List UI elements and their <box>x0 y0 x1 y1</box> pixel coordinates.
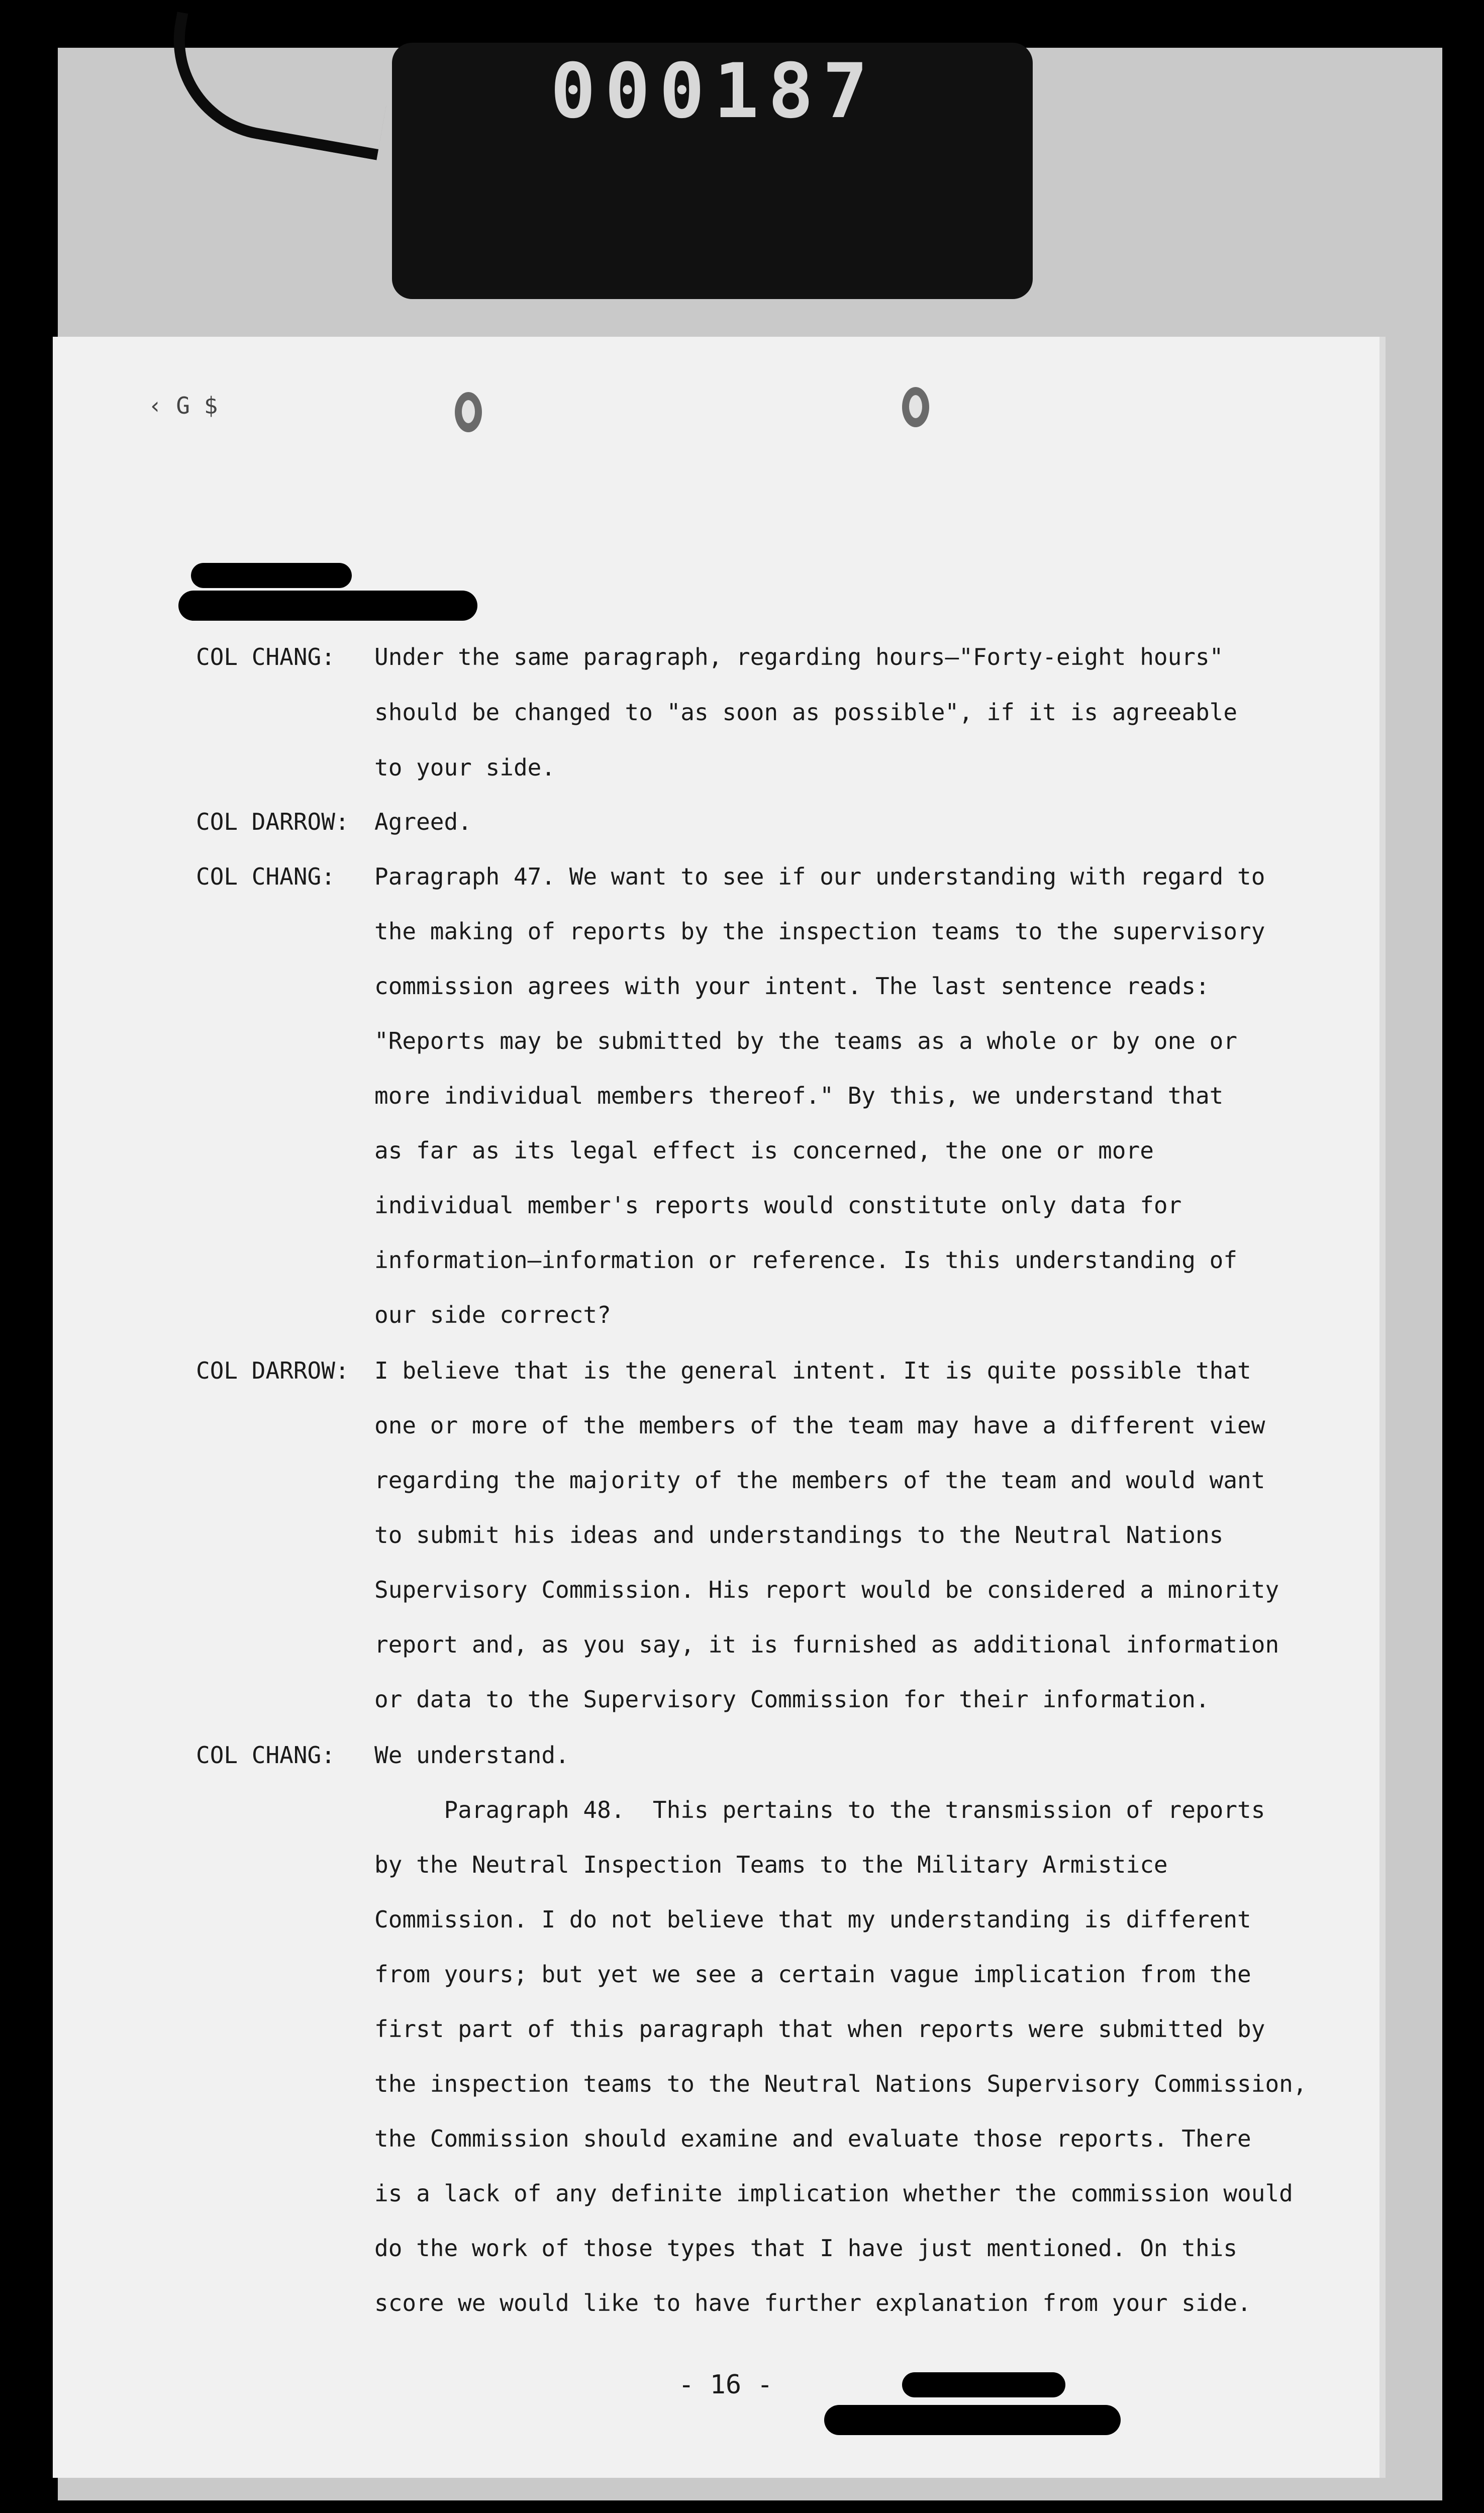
text-line: I believe that is the general intent. It is quite possible that <box>374 1357 1251 1384</box>
punch-hole-right <box>902 387 929 427</box>
text-line: do the work of those types that I have just mentioned. On this <box>374 2235 1238 2262</box>
punch-hole-left <box>455 392 482 432</box>
text-line: first part of this paragraph that when reports were submitted by <box>374 2015 1265 2043</box>
text-line: our side correct? <box>374 1301 611 1328</box>
redaction-bar <box>824 2405 1121 2435</box>
page-number: - 16 - <box>678 2370 773 2400</box>
text-line: the Commission should examine and evaluate those reports. There <box>374 2125 1251 2152</box>
text-line: should be changed to "as soon as possible", if it is agreeable <box>374 699 1238 726</box>
text-line: more individual members thereof." By this, we understand that <box>374 1082 1224 1109</box>
text-line: Under the same paragraph, regarding hours—"Forty-eight hours" <box>374 643 1224 670</box>
text-line: to submit his ideas and understandings to the Neutral Nations <box>374 1521 1224 1549</box>
text-line: is a lack of any definite implication whether the commission would <box>374 2180 1293 2207</box>
text-line: We understand. <box>374 1742 569 1769</box>
speaker-label: COL DARROW: <box>196 1357 349 1384</box>
text-line: "Reports may be submitted by the teams as a whole or by one or <box>374 1027 1238 1054</box>
redaction-bar <box>178 591 477 621</box>
margin-mark: ‹ G $ <box>148 392 218 419</box>
text-line: from yours; but yet we see a certain vague implication from the <box>374 1961 1251 1988</box>
text-line: individual member's reports would constitute only data for <box>374 1192 1182 1219</box>
text-line: information—information or reference. Is this understanding of <box>374 1246 1238 1274</box>
text-line: Supervisory Commission. His report would be considered a minority <box>374 1576 1279 1603</box>
text-line: the inspection teams to the Neutral Nations Supervisory Commission, <box>374 2070 1307 2097</box>
speaker-label: COL CHANG: <box>196 643 335 670</box>
text-line: by the Neutral Inspection Teams to the Military Armistice <box>374 1851 1168 1878</box>
text-line: Paragraph 47. We want to see if our understanding with regard to <box>374 863 1265 890</box>
text-line: as far as its legal effect is concerned, the one or more <box>374 1137 1154 1164</box>
speaker-label: COL DARROW: <box>196 808 349 835</box>
frame-counter-number: 000187 <box>550 48 877 135</box>
text-line: Agreed. <box>374 808 472 835</box>
redaction-bar <box>191 563 352 588</box>
text-line: one or more of the members of the team may have a different view <box>374 1412 1265 1439</box>
speaker-label: COL CHANG: <box>196 863 335 890</box>
text-line: the making of reports by the inspection teams to the supervisory <box>374 918 1265 945</box>
text-line: to your side. <box>374 754 556 781</box>
text-line: score we would like to have further explanation from your side. <box>374 2289 1251 2316</box>
text-line: report and, as you say, it is furnished as additional information <box>374 1631 1279 1658</box>
text-line: Commission. I do not believe that my understanding is different <box>374 1906 1251 1933</box>
text-line: Paragraph 48. This pertains to the transmission of reports <box>374 1796 1265 1823</box>
frame-counter <box>392 43 1033 299</box>
text-line: commission agrees with your intent. The last sentence reads: <box>374 973 1210 1000</box>
text-line: or data to the Supervisory Commission for their information. <box>374 1686 1210 1713</box>
speaker-label: COL CHANG: <box>196 1742 335 1769</box>
text-line: regarding the majority of the members of the team and would want <box>374 1467 1265 1494</box>
redaction-bar <box>902 2372 1065 2397</box>
